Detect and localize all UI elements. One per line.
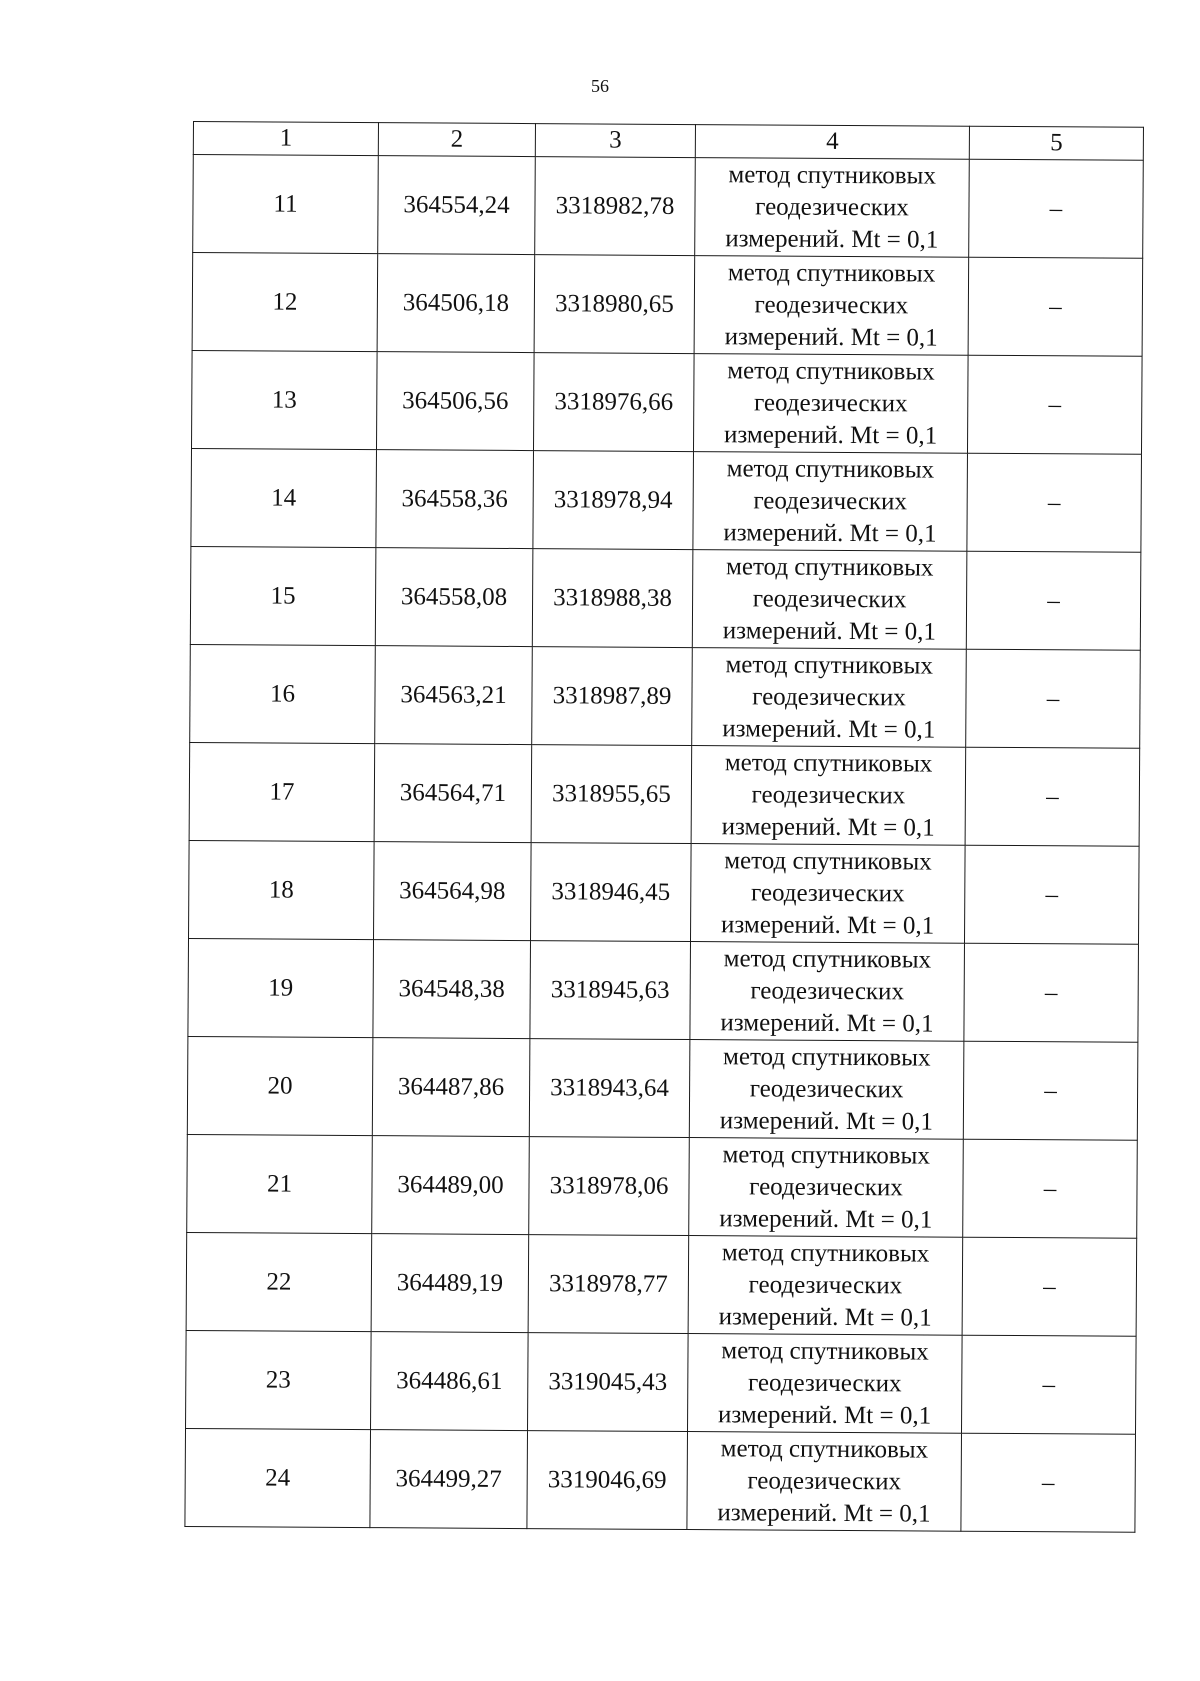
point-number-cell: 20: [187, 1036, 373, 1135]
table-row: [190, 644, 1141, 748]
table-row: [187, 1036, 1138, 1140]
method-line: измерений. Mt = 0,1: [717, 1498, 931, 1528]
coordinate-y-cell: 3318980,65: [534, 255, 695, 354]
coordinate-x-cell: 364489,00: [372, 1136, 530, 1235]
method-line: метод спутниковых: [724, 846, 932, 876]
method-cell: [689, 1040, 964, 1140]
point-number-cell: 13: [191, 350, 377, 449]
header-col-3: 3: [535, 124, 695, 158]
coordinate-x-cell: 364499,27: [370, 1430, 528, 1529]
table-row: [191, 350, 1142, 454]
method-line: геодезических: [747, 1368, 902, 1397]
coordinate-x-cell: 364487,86: [372, 1038, 530, 1137]
method-line: измерений. Mt = 0,1: [720, 910, 935, 940]
method-line: геодезических: [754, 290, 909, 319]
coordinate-x-cell: 364563,21: [375, 646, 533, 745]
coordinate-y-cell: 3318946,45: [530, 843, 691, 942]
method-line: измерений. Mt = 0,1: [718, 1302, 932, 1332]
method-line: метод спутниковых: [727, 258, 936, 288]
method-line: метод спутниковых: [722, 1140, 930, 1170]
method-line: геодезических: [749, 1074, 904, 1103]
coordinate-y-cell: 3318987,89: [532, 647, 693, 746]
table-row: [189, 840, 1140, 944]
method-cell: [687, 1432, 962, 1532]
method-cell: [689, 1138, 964, 1238]
point-number-cell: 16: [190, 644, 376, 743]
note-cell: –: [966, 551, 1141, 650]
note-cell: –: [964, 845, 1139, 944]
method-cell: [693, 354, 968, 454]
table-row: [185, 1428, 1136, 1532]
coordinate-y-cell: 3318978,94: [533, 451, 694, 550]
method-line: геодезических: [753, 486, 908, 515]
coordinate-y-cell: 3319045,43: [528, 1333, 689, 1432]
method-cell: [690, 844, 965, 944]
note-cell: –: [968, 257, 1143, 356]
table-row: [192, 253, 1143, 357]
method-cell: [688, 1334, 963, 1434]
method-line: метод спутниковых: [720, 1434, 929, 1464]
point-number-cell: 21: [187, 1134, 373, 1233]
table-row: [189, 742, 1140, 846]
method-line: измерений. Mt = 0,1: [717, 1400, 932, 1430]
method-line: метод спутниковых: [728, 160, 936, 190]
point-number-cell: 14: [191, 448, 377, 547]
coordinate-x-cell: 364558,36: [376, 450, 534, 549]
point-number-cell: 17: [189, 742, 375, 841]
method-cell: [691, 746, 966, 846]
note-cell: –: [964, 943, 1139, 1042]
coordinate-x-cell: 364564,71: [374, 744, 532, 843]
method-line: метод спутниковых: [724, 748, 933, 778]
coordinate-y-cell: 3318955,65: [531, 745, 692, 844]
method-line: геодезических: [755, 192, 909, 221]
method-line: метод спутниковых: [721, 1336, 929, 1366]
method-line: геодезических: [748, 1270, 903, 1299]
coordinates-table: [184, 121, 1144, 1533]
table-row: [190, 546, 1141, 650]
point-number-cell: 23: [186, 1330, 372, 1429]
method-cell: [694, 256, 969, 356]
method-line: геодезических: [750, 878, 905, 907]
table-body: [185, 155, 1143, 1533]
method-cell: [695, 158, 970, 258]
note-cell: –: [965, 747, 1140, 846]
coordinate-x-cell: 364554,24: [378, 156, 536, 255]
coordinate-x-cell: 364506,18: [377, 254, 535, 353]
page-number: 56: [591, 76, 609, 96]
point-number-cell: 12: [192, 253, 378, 352]
method-line: измерений. Mt = 0,1: [722, 714, 936, 744]
coordinate-y-cell: 3318982,78: [535, 157, 696, 256]
method-line: измерений. Mt = 0,1: [725, 224, 939, 254]
method-line: метод спутниковых: [721, 1238, 930, 1268]
method-line: геодезических: [747, 1466, 902, 1495]
point-number-cell: 15: [190, 546, 376, 645]
method-line: метод спутниковых: [726, 552, 934, 582]
method-line: измерений. Mt = 0,1: [720, 1008, 934, 1038]
method-line: метод спутниковых: [725, 650, 933, 680]
note-cell: –: [966, 649, 1141, 748]
method-line: метод спутниковых: [726, 454, 935, 484]
coordinate-y-cell: 3318988,38: [532, 549, 693, 648]
note-cell: –: [967, 453, 1142, 552]
method-line: метод спутниковых: [723, 1042, 931, 1072]
coordinate-y-cell: 3318945,63: [530, 941, 691, 1040]
coordinate-x-cell: 364564,98: [374, 842, 532, 941]
coordinate-x-cell: 364548,38: [373, 940, 531, 1039]
table-row: [186, 1232, 1137, 1336]
note-cell: –: [969, 159, 1144, 258]
method-cell: [688, 1236, 963, 1336]
method-line: геодезических: [752, 584, 907, 613]
method-line: измерений. Mt = 0,1: [723, 518, 937, 548]
note-cell: –: [967, 355, 1142, 454]
coordinate-y-cell: 3318943,64: [529, 1039, 690, 1138]
method-cell: [692, 648, 967, 748]
coordinate-y-cell: 3318978,77: [528, 1235, 689, 1334]
coordinate-x-cell: 364489,19: [371, 1234, 529, 1333]
method-cell: [690, 942, 965, 1042]
method-cell: [692, 550, 967, 650]
note-cell: –: [963, 1139, 1138, 1238]
note-cell: –: [961, 1335, 1136, 1434]
point-number-cell: 18: [189, 840, 375, 939]
header-col-4: 4: [695, 125, 969, 160]
coordinate-y-cell: 3318978,06: [529, 1137, 690, 1236]
method-line: метод спутниковых: [727, 356, 935, 386]
method-line: измерений. Mt = 0,1: [722, 616, 937, 646]
header-col-2: 2: [378, 123, 535, 157]
method-line: геодезических: [750, 976, 905, 1005]
table-row: [193, 155, 1144, 259]
method-line: измерений. Mt = 0,1: [719, 1106, 934, 1136]
header-col-5: 5: [969, 126, 1143, 160]
method-line: измерений. Mt = 0,1: [721, 812, 935, 842]
coordinate-x-cell: 364486,61: [371, 1332, 529, 1431]
coordinate-x-cell: 364558,08: [375, 548, 533, 647]
point-number-cell: 19: [188, 938, 374, 1037]
table-row: [187, 1134, 1138, 1238]
point-number-cell: 11: [193, 155, 379, 254]
header-col-1: 1: [193, 122, 378, 156]
method-line: геодезических: [752, 682, 906, 711]
method-line: измерений. Mt = 0,1: [719, 1204, 933, 1234]
method-line: геодезических: [751, 780, 906, 809]
point-number-cell: 24: [185, 1428, 371, 1527]
method-cell: [693, 452, 968, 552]
table-row: [188, 938, 1139, 1042]
method-line: измерений. Mt = 0,1: [723, 420, 938, 450]
coordinate-x-cell: 364506,56: [376, 352, 534, 451]
method-line: метод спутниковых: [723, 944, 932, 974]
point-number-cell: 22: [186, 1232, 372, 1331]
method-line: измерений. Mt = 0,1: [724, 322, 938, 352]
table-row: [186, 1330, 1137, 1434]
table-row: [191, 448, 1142, 552]
method-line: геодезических: [753, 388, 908, 417]
coordinate-y-cell: 3319046,69: [527, 1431, 688, 1530]
method-line: геодезических: [749, 1172, 903, 1201]
note-cell: –: [963, 1041, 1138, 1140]
note-cell: –: [962, 1237, 1137, 1336]
coordinate-y-cell: 3318976,66: [533, 353, 694, 452]
note-cell: –: [961, 1433, 1136, 1532]
